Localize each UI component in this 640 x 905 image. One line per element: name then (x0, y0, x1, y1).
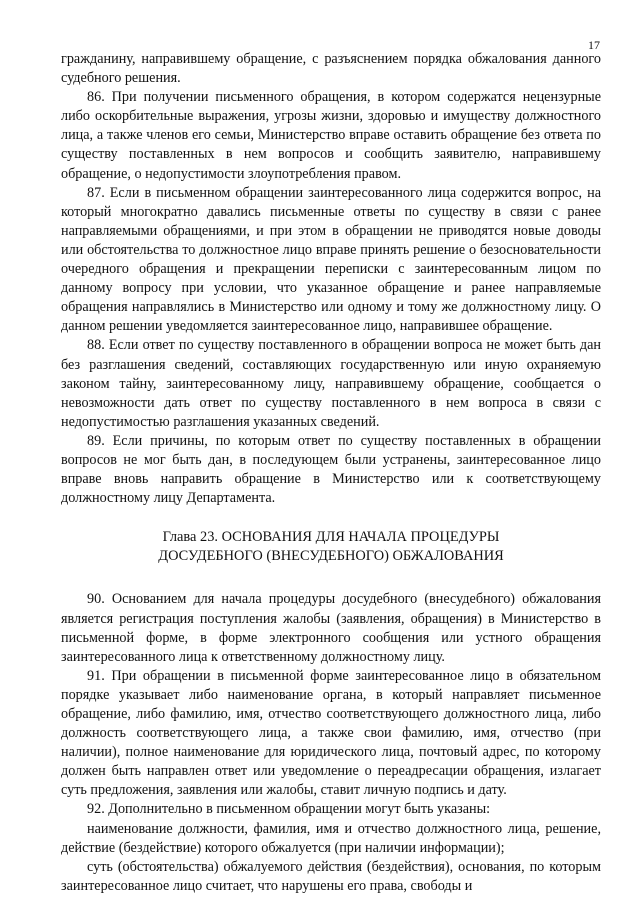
page-number: 17 (588, 38, 600, 52)
paragraph-90: 90. Основанием для начала процедуры досудебного (внесудебного) обжалования является регистрация поступления жалобы (заявления, обращения) в Министерство в письменной форме, в форме электронного сообщения или устного обращения заинтересованного лица к ответственному должностному лицу. (61, 591, 601, 665)
paragraph-86: 86. При получении письменного обращения, в котором содержатся нецензурные либо оскорбительные выражения, угрозы жизни, здоровью и имуществу должностного лица, а также членов его семьи, Министерство вправе оставить обращение без ответа по существу поставленных в нем вопросов и сообщить заявителю, направившему обращение, о недопустимости злоупотребления правом. (61, 89, 601, 182)
paragraph-89: 89. Если причины, по которым ответ по существу поставленных в обращении вопросов не мог быть дан, в последующем были устранены, заинтересованное лицо вправе вновь направить обращение в Министерство или к соответствующему должностному лицу Департамента. (61, 432, 601, 507)
chapter-heading (61, 528, 601, 566)
chapter-heading-line-2: ДОСУДЕБНОГО (ВНЕСУДЕБНОГО) ОБЖАЛОВАНИЯ (158, 548, 504, 565)
chapter-heading-line-1: Глава 23. ОСНОВАНИЯ ДЛЯ НАЧАЛА ПРОЦЕДУРЫ (162, 529, 500, 546)
paragraph-88: 88. Если ответ по существу поставленного в обращении вопроса не может быть дан без разглашения сведений, составляющих государственную или иную охраняемую законом тайну, заинтересованному лицу, направившему обращение, сообщается о невозможности дать ответ по существу поставленного в нем вопроса в связи с недопустимостью разглашения указанных сведений. (61, 337, 601, 430)
paragraph-87: 87. Если в письменном обращении заинтересованного лица содержится вопрос, на который многократно давались письменные ответы по существу в связи с ранее направляемыми обращениями, и при этом в обращении не приводятся новые доводы или обстоятельства то должностное лицо вправе принять решение о безосновательности очередного обращения и прекращении переписки с заинтересованным лицом по данному вопросу при условии, что указанное обращение и ранее направляемые обращения направлялись в Министерство или одному и тому же должностному лицу. О данном решении уведомляется заинтересованное лицо, направившее обращение. (61, 184, 601, 335)
paragraph-92-item-2: суть (обстоятельства) обжалуемого действия (бездействия), основания, по которым заинтересованное лицо считает, что нарушены его права, свободы и (61, 858, 601, 894)
document-body (61, 50, 601, 896)
paragraph-92: 92. Дополнительно в письменном обращении могут быть указаны: (87, 801, 491, 818)
paragraph-92-item-1: наименование должности, фамилия, имя и отчество должностного лица, решение, действие (бездействие) которого обжалуется (при наличии информации); (61, 820, 601, 856)
paragraph-continuation: гражданину, направившему обращение, с разъяснением порядка обжалования данного судебного решения. (61, 51, 601, 87)
paragraph-91: 91. При обращении в письменной форме заинтересованное лицо в обязательном порядке указывает либо наименование органа, в который направляет письменное обращение, либо фамилию, имя, отчество соответствующего должностного лица, либо должность соответствующего лица, а также свои фамилию, имя, отчество (при наличии), полное наименование для юридического лица, почтовый адрес, по которому должен быть направлен ответ или уведомление о переадресации обращения, излагает суть предложения, заявления или жалобы, ставит личную подпись и дату. (61, 667, 601, 799)
